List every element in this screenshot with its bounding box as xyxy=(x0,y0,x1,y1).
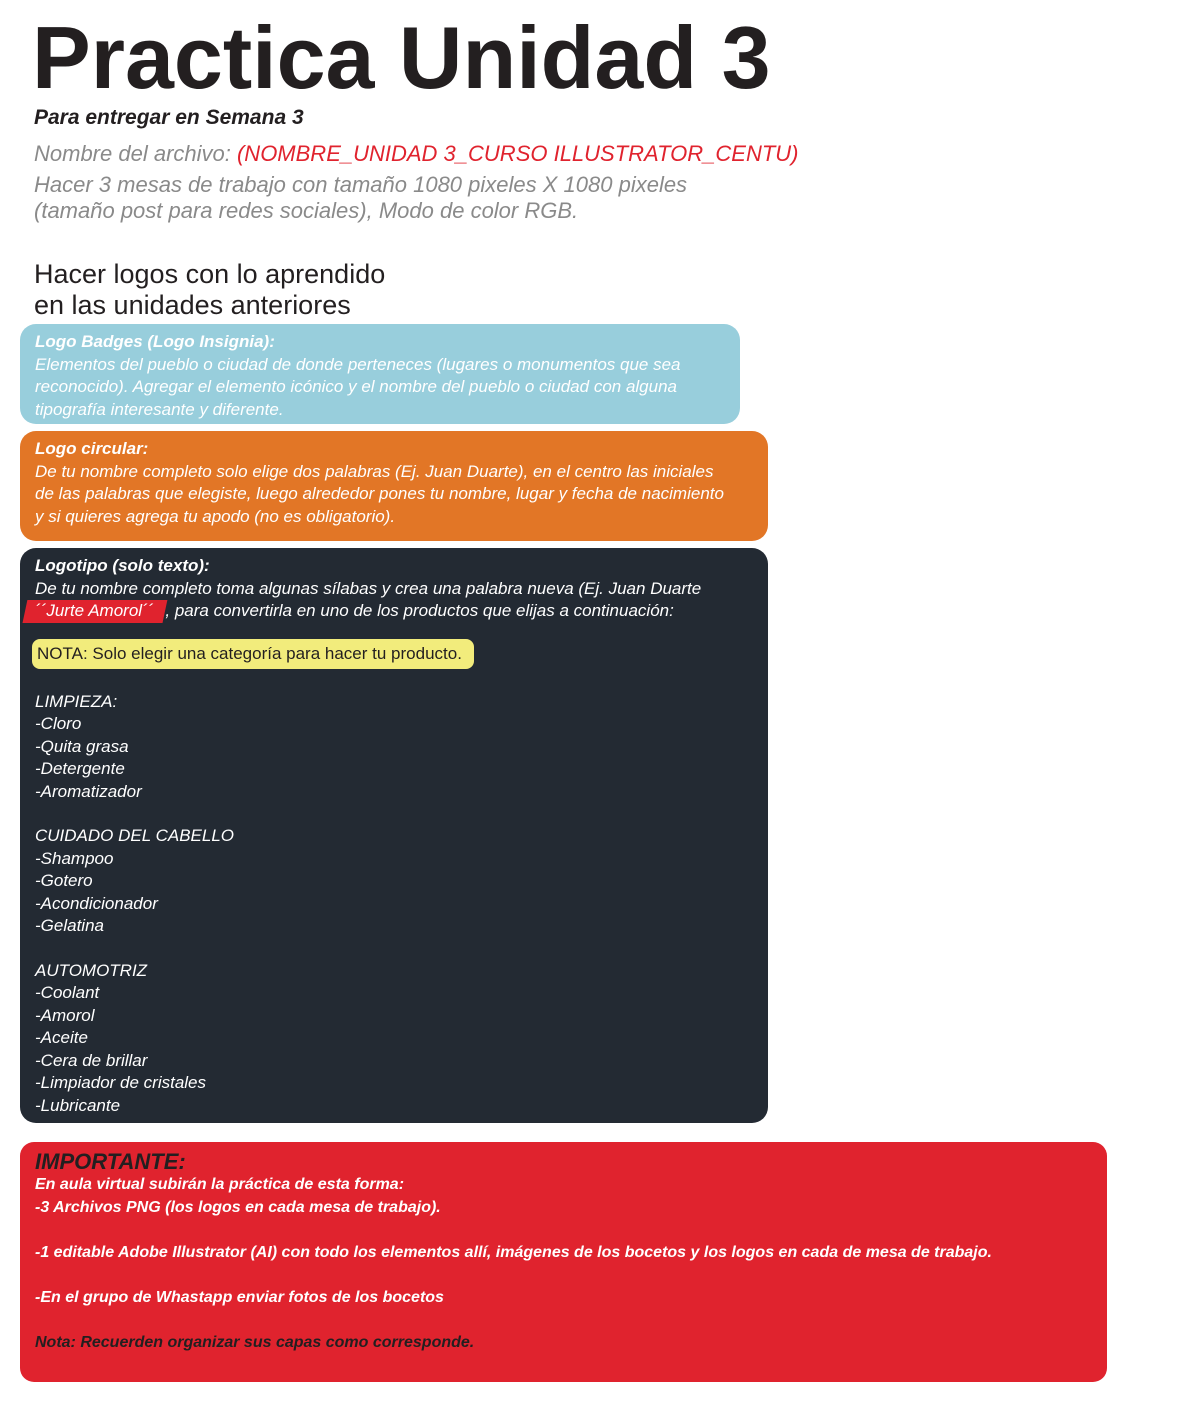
important-notice-box xyxy=(20,1142,1107,1382)
filename-line xyxy=(34,140,798,168)
important-title: IMPORTANTE: xyxy=(35,1149,186,1174)
list-item: -Aromatizador xyxy=(35,781,142,801)
list-item: -Cloro xyxy=(35,714,82,733)
important-line-3: -1 editable Adobe Illustrator (AI) con todo los elementos allí, imágenes de los bocetos y los logos en cada de mesa de trabajo. xyxy=(35,1243,992,1261)
category-title: CUIDADO DEL CABELLO xyxy=(35,826,235,845)
logos-heading xyxy=(34,259,634,321)
circular-card-line-1: De tu nombre completo solo elige dos palabras (Ej. Juan Duarte), en el centro las iniciales xyxy=(35,461,714,481)
list-item: -Shampoo xyxy=(35,848,114,868)
list-item: -Aceite xyxy=(35,1028,88,1047)
logotipo-card-title: Logotipo (solo texto): xyxy=(35,556,210,575)
badges-card-line-2: reconocido). Agregar el elemento icónico y el nombre del pueblo o ciudad con alguna xyxy=(35,377,677,396)
category-cuidado-cabello xyxy=(35,825,754,938)
artboards-instructions xyxy=(34,172,794,224)
delivery-subtitle: Para entregar en Semana 3 xyxy=(34,106,304,129)
important-note: Nota: Recuerden organizar sus capas como corresponde. xyxy=(35,1333,475,1351)
list-item: -Coolant xyxy=(35,983,100,1002)
logos-heading-line-2: en las unidades anteriores xyxy=(34,290,351,320)
list-item: -Gelatina xyxy=(35,916,104,935)
badges-logo-card xyxy=(20,324,740,424)
logos-heading-line-1: Hacer logos con lo aprendido xyxy=(34,259,386,289)
artboards-line-1: Hacer 3 mesas de trabajo con tamaño 1080 pixeles X 1080 pixeles xyxy=(34,172,688,197)
list-item: -Detergente xyxy=(35,759,125,778)
important-line-4: -En el grupo de Whastapp enviar fotos de los bocetos xyxy=(35,1288,444,1306)
circular-card-line-3: y si quieres agrega tu apodo (no es obligatorio). xyxy=(35,506,396,526)
logotipo-card-line-2 xyxy=(35,600,754,623)
filename-value: (NOMBRE_UNIDAD 3_CURSO ILLUSTRATOR_CENTU) xyxy=(236,141,799,166)
list-item: -Quita grasa xyxy=(35,736,129,756)
category-note-badge: NOTA: Solo elegir una categoría para hacer tu producto. xyxy=(32,639,474,669)
list-item: -Acondicionador xyxy=(35,893,158,913)
badges-card-line-3: tipografía interesante y diferente. xyxy=(35,399,284,419)
circular-card-title: Logo circular: xyxy=(35,439,149,458)
category-title: AUTOMOTRIZ xyxy=(35,960,148,980)
badges-card-line-1: Elementos del pueblo o ciudad de donde perteneces (lugares o monumentos que sea xyxy=(35,354,681,374)
logotipo-card-line-2-rest: , para convertirla en uno de los productos que elijas a continuación: xyxy=(165,601,674,620)
example-name-tag xyxy=(23,600,168,623)
important-line-1: En aula virtual subirán la práctica de esta forma: xyxy=(35,1176,405,1193)
logotipo-card xyxy=(20,548,768,1123)
artboards-line-2: (tamaño post para redes sociales), Modo de color RGB. xyxy=(34,198,579,223)
list-item: -Lubricante xyxy=(35,1095,121,1115)
logotipo-card-line-1: De tu nombre completo toma algunas sílabas y crea una palabra nueva (Ej. Juan Duarte xyxy=(35,578,702,598)
filename-label: Nombre del archivo: xyxy=(34,141,237,166)
list-item: -Cera de brillar xyxy=(35,1050,148,1070)
list-item: -Gotero xyxy=(35,871,93,890)
circular-logo-card xyxy=(20,431,768,541)
category-automotriz xyxy=(35,960,754,1118)
category-limpieza xyxy=(35,691,754,804)
example-name-text: ´´Jurte Amorol´´ xyxy=(35,601,154,620)
list-item: -Limpiador de cristales xyxy=(35,1073,207,1092)
page-title: Practica Unidad 3 xyxy=(32,8,771,107)
important-line-2: -3 Archivos PNG (los logos en cada mesa de trabajo). xyxy=(35,1198,441,1216)
circular-card-line-2: de las palabras que elegiste, luego alrededor pones tu nombre, lugar y fecha de nacimiento xyxy=(35,484,724,503)
badges-card-title: Logo Badges (Logo Insignia): xyxy=(35,332,275,351)
list-item: -Amorol xyxy=(35,1005,95,1025)
category-title: LIMPIEZA: xyxy=(35,691,118,711)
